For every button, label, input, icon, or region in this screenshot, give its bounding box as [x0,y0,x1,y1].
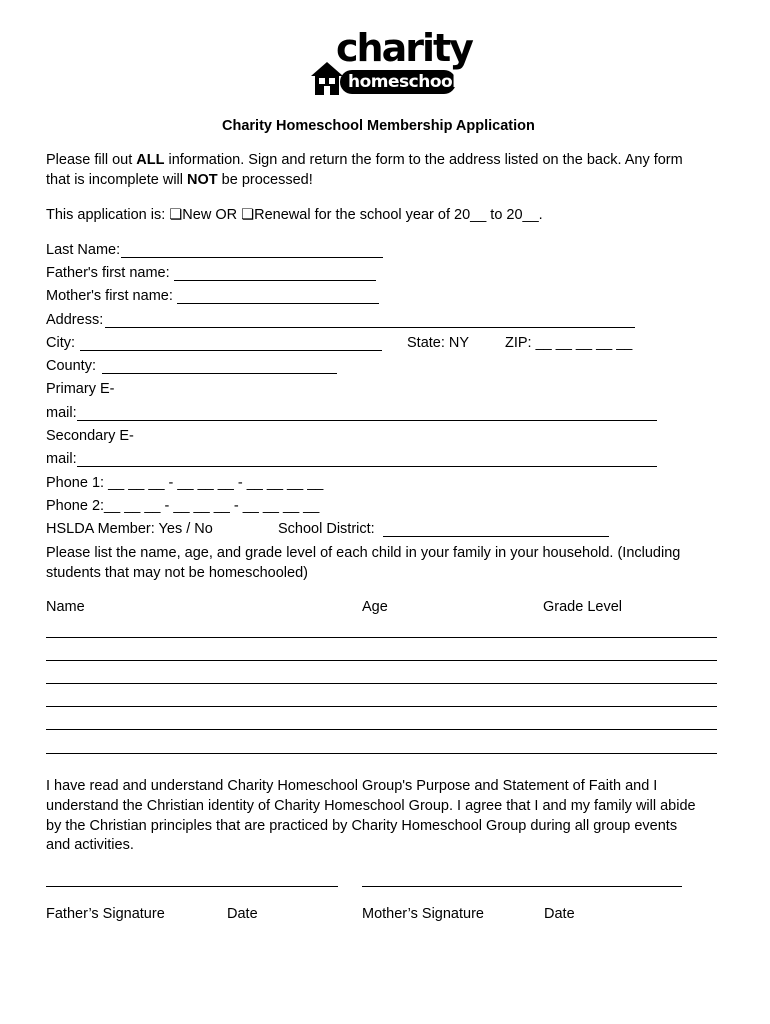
intro-emphasis-not: NOT [187,172,218,188]
intro-text: Please fill out [46,152,137,168]
address-field[interactable] [105,327,635,328]
child-entry-line[interactable] [46,637,717,638]
phone-2-field[interactable]: Phone 2:__ __ __ - __ __ __ - __ __ __ __ [46,498,320,514]
father-signature-label: Father’s Signature [46,906,165,922]
father-signature-field[interactable] [46,886,338,887]
school-district-field[interactable] [383,536,609,537]
form-title: Charity Homeschool Membership Application [222,118,535,134]
mother-first-name-label: Mother's first name: [46,288,173,304]
last-name-label: Last Name: [46,242,121,258]
secondary-email-field[interactable] [77,466,657,467]
county-label: County: [46,358,96,374]
children-prompt-line-1: Please list the name, age, and grade level of each child in your family in your household. (Including [46,545,681,561]
phone-1-field[interactable]: Phone 1: __ __ __ - __ __ __ - __ __ __ __ [46,475,324,491]
zip-field[interactable]: ZIP: __ __ __ __ __ [505,335,633,351]
father-first-name-label: Father's first name: [46,265,170,281]
statement-line-3: by the Christian principles that are practiced by Charity Homeschool Group during all group events [46,818,678,834]
mother-signature-label: Mother’s Signature [362,906,484,922]
intro-line-2 [46,171,313,189]
father-date-label: Date [227,906,258,922]
last-name-field[interactable] [121,257,383,258]
hslda-member-choice[interactable]: HSLDA Member: Yes / No [46,521,213,537]
city-label: City: [46,335,75,351]
state-label: State: NY [407,335,470,351]
child-entry-line[interactable] [46,660,717,661]
child-entry-line[interactable] [46,753,717,754]
secondary-email-label-cont: mail: [46,451,77,467]
city-field[interactable] [80,350,382,351]
school-district-label: School District: [278,521,375,537]
father-first-name-field[interactable] [174,280,376,281]
logo-word-homeschool: homeschool [348,72,458,92]
mother-date-label: Date [544,906,575,922]
application-type-line[interactable]: This application is: ❏New OR ❏Renewal for the school year of 20__ to 20__. [46,207,543,223]
secondary-email-label: Secondary E- [46,428,134,444]
children-header-name: Name [46,599,85,615]
children-header-grade: Grade Level [543,599,622,615]
intro-emphasis-all: ALL [136,152,165,168]
logo-word-charity: charity [336,26,472,70]
primary-email-label: Primary E- [46,381,115,397]
intro-text: that is incomplete will [46,172,188,188]
primary-email-field[interactable] [77,420,657,421]
mother-signature-field[interactable] [362,886,682,887]
child-entry-line[interactable] [46,683,717,684]
child-entry-line[interactable] [46,706,717,707]
county-field[interactable] [102,373,337,374]
statement-line-4: and activities. [46,837,134,853]
primary-email-label-cont: mail: [46,405,77,421]
statement-line-2: understand the Christian identity of Charity Homeschool Group. I agree that I and my family will abide [46,798,696,814]
address-label: Address: [46,312,104,328]
statement-line-1: I have read and understand Charity Homeschool Group's Purpose and Statement of Faith and I [46,778,658,794]
children-prompt-line-2: students that may not be homeschooled) [46,565,308,581]
mother-first-name-field[interactable] [177,303,379,304]
children-header-age: Age [362,599,388,615]
intro-text: be processed! [217,172,313,188]
charity-homeschool-logo [310,26,472,96]
intro-text: information. Sign and return the form to the address listed on the back. Any form [164,152,683,168]
child-entry-line[interactable] [46,729,717,730]
intro-line-1 [46,151,683,169]
